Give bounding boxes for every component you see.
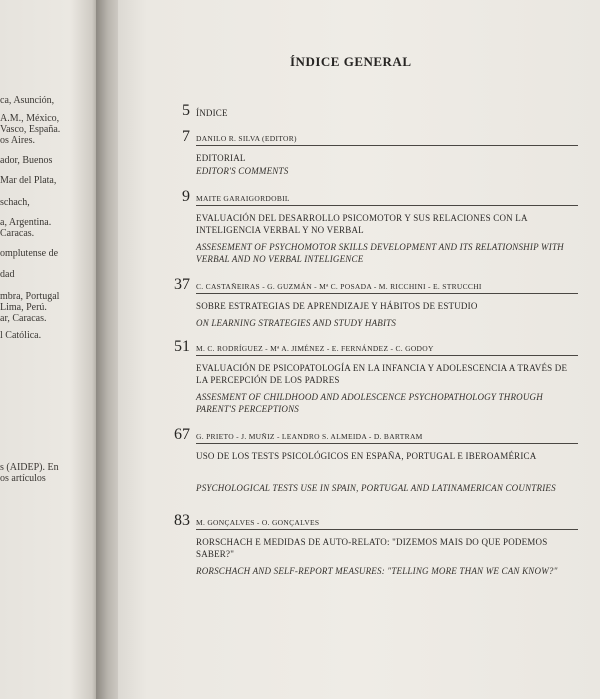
author-rule (196, 529, 578, 530)
author-rule (196, 443, 578, 444)
right-page (118, 0, 600, 699)
page-number: 5 (182, 102, 190, 119)
left-page-line: ador, Buenos (0, 155, 53, 166)
page-number: 83 (174, 512, 190, 529)
page-number: 9 (182, 188, 190, 205)
left-page-line: ca, Asunción, (0, 95, 55, 106)
author-rule (196, 205, 578, 206)
author-rule (196, 355, 578, 356)
left-page-line: mbra, Portugal (0, 291, 60, 302)
left-page-line: s (AIDEP). En (0, 462, 59, 473)
article-title-en: RORSCHACH AND SELF-REPORT MEASURES: "TELLING MORE THAN WE CAN KNOW?" (196, 566, 558, 576)
author-rule (196, 145, 578, 146)
left-page-line: Lima, Perú. (0, 302, 47, 313)
article-title-en: EDITOR'S COMMENTS (196, 166, 289, 176)
page-number: 37 (174, 276, 190, 293)
left-page-line: l Católica. (0, 330, 42, 341)
article-authors: DANILO R. SILVA (EDITOR) (196, 134, 297, 143)
article-title-en: ASSESEMENT OF PSYCHOMOTOR SKILLS DEVELOPMENT AND ITS RELATIONSHIP WITH VERBAL AND NO VERBAL INTELIGENCE (196, 242, 564, 264)
left-page-line: dad (0, 269, 15, 280)
page-number: 51 (174, 338, 190, 355)
article-title-es: EVALUACIÓN DE PSICOPATOLOGÍA EN LA INFANCIA Y ADOLESCENCIA A TRAVÉS DE LA PERCEPCIÓN DE LOS PADRES (196, 363, 568, 385)
article-authors: MAITE GARAIGORDOBIL (196, 194, 290, 203)
left-page-line: os Aires. (0, 135, 35, 146)
left-page-line: a, Argentina. (0, 217, 52, 228)
left-page-line: omplutense de (0, 248, 59, 259)
article-authors: M. C. RODRÍGUEZ - Mª A. JIMÉNEZ - E. FERNÁNDEZ - C. GODOY (196, 344, 434, 353)
article-title-es: EVALUACIÓN DEL DESARROLLO PSICOMOTOR Y SUS RELACIONES CON LA INTELIGENCIA VERBAL Y NO VERBAL (196, 213, 528, 235)
article-title-es: USO DE LOS TESTS PSICOLÓGICOS EN ESPAÑA, PORTUGAL E IBEROAMÉRICA (196, 451, 537, 461)
page-number: 7 (182, 128, 190, 145)
left-page-line: ar, Caracas. (0, 313, 47, 324)
article-title-es: EDITORIAL (196, 153, 246, 163)
author-rule (196, 293, 578, 294)
left-page-line: schach, (0, 197, 30, 208)
article-title-es: SOBRE ESTRATEGIAS DE APRENDIZAJE Y HÁBITOS DE ESTUDIO (196, 301, 478, 311)
article-authors: G. PRIETO - J. MUÑIZ - LEANDRO S. ALMEIDA - D. BARTRAM (196, 432, 423, 441)
article-title-en: ASSESMENT OF CHILDHOOD AND ADOLESCENCE PSYCHOPATHOLOGY THROUGH PARENT'S PERCEPTIONS (196, 392, 543, 414)
article-title-es: RORSCHACH E MEDIDAS DE AUTO-RELATO: "DIZEMOS MAIS DO QUE PODEMOS SABER?" (196, 537, 548, 559)
article-title-es: ÍNDICE (196, 108, 228, 118)
left-page-line: A.M., México, (0, 113, 60, 124)
left-page-line: os artículos (0, 473, 46, 484)
left-page (0, 0, 100, 699)
left-page-line: Vasco, España. (0, 124, 61, 135)
article-title-en: ON LEARNING STRATEGIES AND STUDY HABITS (196, 318, 397, 328)
article-authors: C. CASTAÑEIRAS - G. GUZMÁN - Mª C. POSADA - M. RICCHINI - E. STRUCCHI (196, 282, 482, 291)
article-authors: M. GONÇALVES - O. GONÇALVES (196, 518, 320, 527)
article-title-en: PSYCHOLOGICAL TESTS USE IN SPAIN, PORTUGAL AND LATINAMERICAN COUNTRIES (196, 483, 556, 493)
page-title: ÍNDICE GENERAL (290, 54, 412, 69)
left-page-line: Mar del Plata, (0, 175, 57, 186)
page-number: 67 (174, 426, 190, 443)
left-page-line: Caracas. (0, 228, 35, 239)
